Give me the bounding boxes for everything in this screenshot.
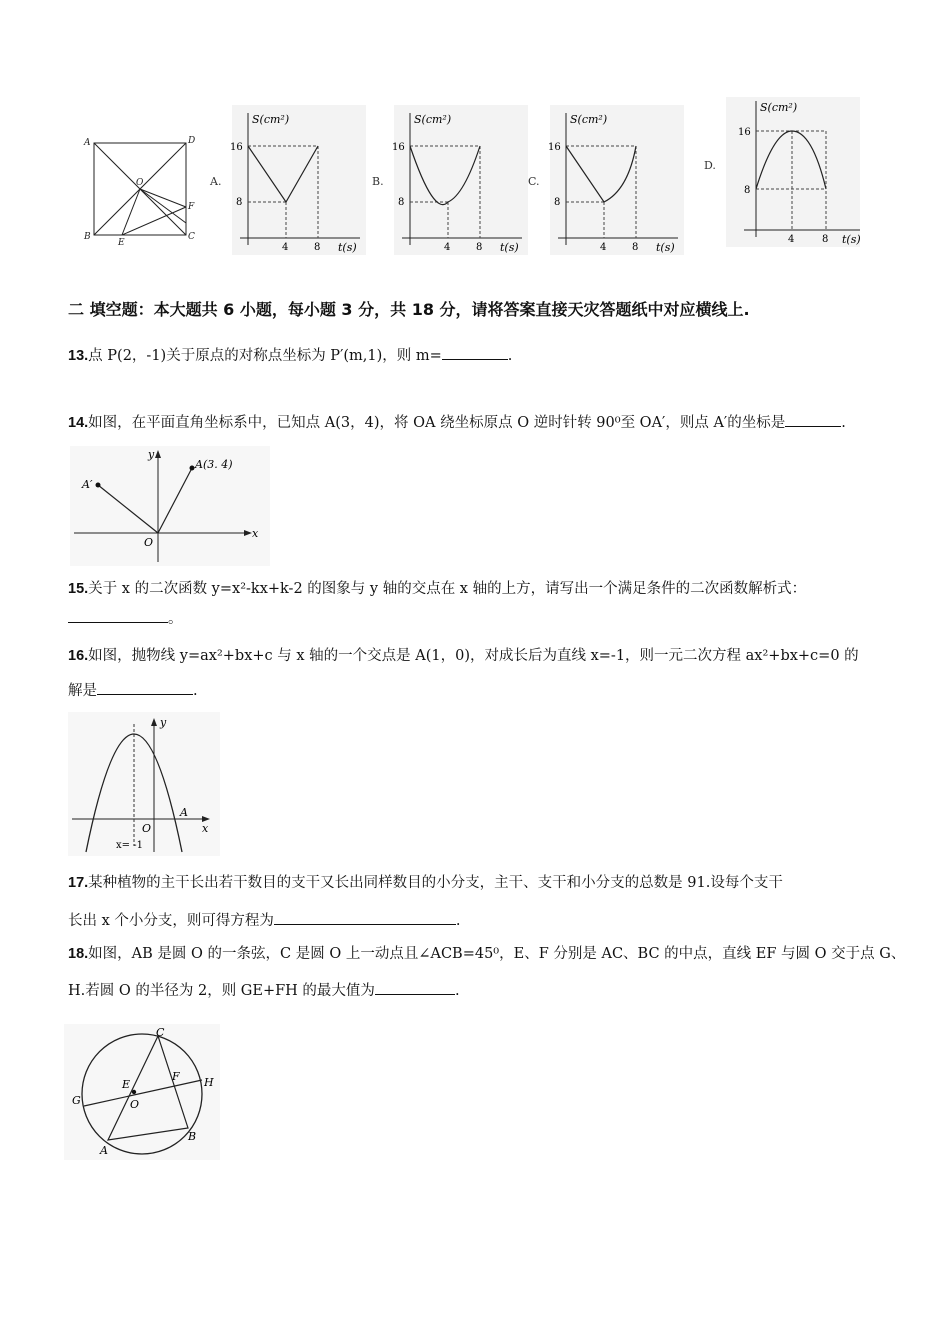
q15-text: 关于 x 的二次函数 y=x²-kx+k-2 的图象与 y 轴的交点在 x 轴的上方，请写出一个满足条件的二次函数解析式： bbox=[88, 581, 807, 597]
q18-figure bbox=[64, 1024, 220, 1160]
option-b-ytick-16: 16 bbox=[392, 142, 405, 153]
section-heading: 二 填空题：本大题共 6 小题，每小题 3 分，共 18 分，请将答案直接天灾答题纸中对应横线上. bbox=[68, 300, 750, 319]
q17-answer-blank[interactable] bbox=[274, 910, 456, 925]
q13-answer-blank[interactable] bbox=[442, 345, 508, 360]
q18-a-label: A bbox=[100, 1144, 108, 1157]
q18-g-label: G bbox=[72, 1094, 81, 1107]
option-c-graph bbox=[528, 105, 684, 255]
label-A: A bbox=[84, 138, 91, 148]
question-18-line2 bbox=[68, 980, 460, 1002]
label-E: E bbox=[118, 238, 125, 248]
q14-answer-blank[interactable] bbox=[785, 412, 841, 427]
q13-number: 13. bbox=[68, 348, 89, 364]
option-a-xlabel: t(s) bbox=[338, 241, 357, 254]
q16-point-a-label: A bbox=[180, 806, 188, 819]
option-c-letter: C. bbox=[528, 175, 540, 188]
q17-number: 17. bbox=[68, 875, 89, 891]
q14-figure bbox=[70, 446, 270, 566]
q17-end: . bbox=[455, 913, 461, 929]
question-16-line2 bbox=[68, 680, 198, 702]
question-14 bbox=[68, 412, 846, 434]
question-15 bbox=[68, 578, 806, 600]
q14-number: 14. bbox=[68, 415, 89, 431]
question-17 bbox=[68, 872, 783, 894]
question-15-line2 bbox=[68, 608, 183, 630]
option-c-ytick-8: 8 bbox=[554, 197, 561, 208]
option-c-xlabel: t(s) bbox=[656, 241, 675, 254]
q13-end: . bbox=[507, 348, 513, 364]
option-c-ytick-16: 16 bbox=[548, 142, 561, 153]
label-D: D bbox=[188, 136, 196, 146]
q18-end: . bbox=[454, 983, 460, 999]
option-a-letter: A. bbox=[210, 175, 222, 188]
q17-text: 某种植物的主干长出若干数目的支干又长出同样数目的小分支，主干、支干和小分支的总数是 91.设每个支干 bbox=[88, 875, 783, 891]
q16-y-label: y bbox=[160, 716, 167, 729]
q17-text-2: 长出 x 个小分支，则可得方程为 bbox=[68, 913, 274, 929]
q16-figure bbox=[68, 712, 220, 856]
option-a-graph bbox=[209, 105, 366, 255]
q15-answer-blank[interactable] bbox=[68, 608, 168, 623]
question-17-line2 bbox=[68, 910, 461, 932]
q15-number: 15. bbox=[68, 581, 89, 597]
question-18 bbox=[68, 943, 905, 965]
option-a-xtick-8: 8 bbox=[314, 242, 321, 253]
option-b-graph bbox=[372, 105, 528, 255]
option-b-letter: B. bbox=[372, 175, 384, 188]
q16-text-2: 解是 bbox=[68, 683, 97, 699]
q14-text: 如图，在平面直角坐标系中，已知点 A(3，4)，将 OA 绕坐标原点 O 逆时针转 90⁰至 OA′，则点 A′的坐标是 bbox=[88, 415, 786, 431]
q18-f-label: F bbox=[172, 1070, 180, 1083]
option-d-graph bbox=[704, 97, 861, 247]
q18-text: 如图，AB 是圆 O 的一条弦，C 是圆 O 上一动点且∠ACB=45⁰，E、F 分别是 AC、BC 的中点，直线 EF 与圆 O 交于点 G、 bbox=[88, 946, 906, 962]
option-b-xlabel: t(s) bbox=[500, 241, 519, 254]
q14-origin-label: O bbox=[144, 536, 154, 549]
option-a-ytick-16: 16 bbox=[230, 142, 243, 153]
q18-answer-blank[interactable] bbox=[375, 980, 455, 995]
q12-figures bbox=[70, 95, 890, 260]
q16-origin-label: O bbox=[142, 822, 152, 835]
option-b-ytick-8: 8 bbox=[398, 197, 405, 208]
q16-number: 16. bbox=[68, 648, 89, 664]
q13-text: 点 P(2，-1)关于原点的对称点坐标为 P′(m,1)，则 m= bbox=[88, 348, 442, 364]
option-d-xlabel: t(s) bbox=[842, 233, 861, 246]
option-a-ylabel: S(cm²) bbox=[252, 113, 290, 126]
option-b-xtick-4: 4 bbox=[444, 242, 451, 253]
option-d-xtick-4: 4 bbox=[788, 234, 795, 245]
q18-b-label: B bbox=[188, 1130, 197, 1143]
option-d-ytick-16: 16 bbox=[738, 127, 751, 138]
option-d-ylabel: S(cm²) bbox=[760, 101, 798, 114]
option-c-xtick-8: 8 bbox=[632, 242, 639, 253]
q14-end: . bbox=[841, 415, 846, 431]
q15-end: 。 bbox=[168, 611, 183, 627]
option-a-xtick-4: 4 bbox=[282, 242, 289, 253]
label-B: B bbox=[84, 232, 91, 242]
question-16 bbox=[68, 645, 859, 667]
q18-number: 18. bbox=[68, 946, 89, 962]
option-d-ytick-8: 8 bbox=[744, 185, 751, 196]
q18-e-label: E bbox=[122, 1078, 131, 1091]
q14-point-a-prime-label: A′ bbox=[82, 478, 93, 491]
option-c-xtick-4: 4 bbox=[600, 242, 607, 253]
question-13 bbox=[68, 345, 512, 367]
q16-answer-blank[interactable] bbox=[97, 680, 193, 695]
q14-point-a-label: A(3. 4) bbox=[195, 458, 233, 471]
q16-text: 如图，抛物线 y=ax²+bx+c 与 x 轴的一个交点是 A(1，0)，对成长后为直线 x=-1，则一元二次方程 ax²+bx+c=0 的 bbox=[88, 648, 859, 664]
square-figure bbox=[94, 143, 186, 235]
option-d-xtick-8: 8 bbox=[822, 234, 829, 245]
option-c-ylabel: S(cm²) bbox=[570, 113, 608, 126]
label-O: O bbox=[136, 178, 144, 188]
q18-h-label: H bbox=[204, 1076, 214, 1089]
q18-o-label: O bbox=[130, 1098, 140, 1111]
option-a-ytick-8: 8 bbox=[236, 197, 243, 208]
option-b-ylabel: S(cm²) bbox=[414, 113, 452, 126]
q16-axis-label: x= -1 bbox=[116, 840, 143, 851]
label-F: F bbox=[188, 202, 195, 212]
q18-text-2: H.若圆 O 的半径为 2，则 GE+FH 的最大值为 bbox=[68, 983, 375, 999]
q14-x-label: x bbox=[252, 527, 259, 540]
q18-c-label: C bbox=[156, 1026, 165, 1039]
option-d-letter: D. bbox=[704, 159, 716, 172]
q16-x-label: x bbox=[202, 822, 209, 835]
option-b-xtick-8: 8 bbox=[476, 242, 483, 253]
q16-end: . bbox=[193, 683, 198, 699]
q14-y-label: y bbox=[148, 448, 155, 461]
label-C: C bbox=[188, 232, 195, 242]
